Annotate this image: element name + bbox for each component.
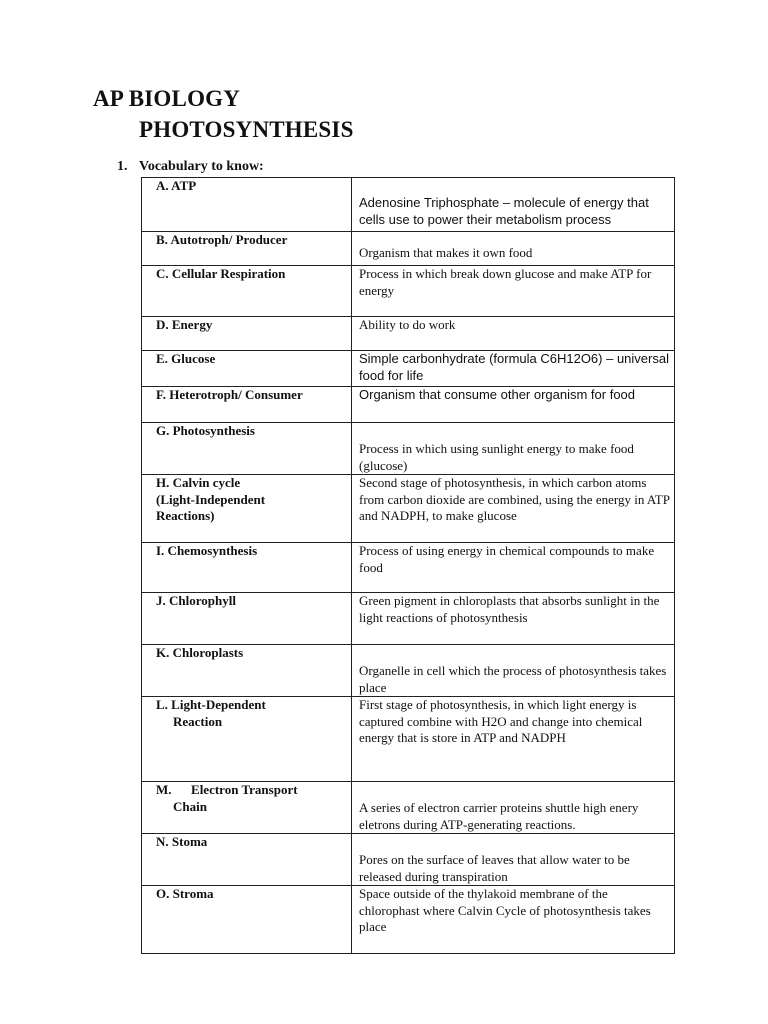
term-cell bbox=[142, 782, 352, 834]
term-line: H. Calvin cycle bbox=[156, 475, 241, 490]
table-row-stroma bbox=[142, 886, 675, 954]
definition-cell: Organism that consume other organism for food bbox=[352, 387, 675, 423]
term-cell: B. Autotroph/ Producer bbox=[142, 232, 352, 266]
definition-cell: Process of using energy in chemical compounds to make food bbox=[352, 543, 675, 593]
vocabulary-table bbox=[141, 177, 675, 954]
term-cell: E. Glucose bbox=[142, 351, 352, 387]
definition-cell: Second stage of photosynthesis, in which carbon atoms from carbon dioxide are combined, using the energy in ATP and NADPH, to make glucose bbox=[352, 475, 675, 543]
term-line: (Light-Independent bbox=[156, 491, 266, 507]
term-cell: I. Chemosynthesis bbox=[142, 543, 352, 593]
definition-cell: Green pigment in chloroplasts that absorbs sunlight in the light reactions of photosynthesis bbox=[352, 593, 675, 645]
definition-cell: Organism that makes it own food bbox=[352, 232, 675, 266]
table-row-photosynthesis bbox=[142, 423, 675, 475]
table-row-chlorophyll bbox=[142, 593, 675, 645]
definition-cell: Space outside of the thylakoid membrane of the chlorophast where Calvin Cycle of photosynthesis takes place bbox=[352, 886, 675, 954]
term-cell: K. Chloroplasts bbox=[142, 645, 352, 697]
table-row-cellular-respiration bbox=[142, 266, 675, 317]
term-cell bbox=[142, 475, 352, 543]
term-line: Reaction bbox=[173, 713, 223, 729]
definition-cell: Adenosine Triphosphate – molecule of energy that cells use to power their metabolism process bbox=[352, 178, 675, 232]
term-cell: F. Heterotroph/ Consumer bbox=[142, 387, 352, 423]
table-row-chemosynthesis bbox=[142, 543, 675, 593]
term-cell: O. Stroma bbox=[142, 886, 352, 954]
term-line: Chain bbox=[173, 798, 207, 814]
section-number: 1. bbox=[117, 159, 128, 174]
table-row-electron-transport-chain bbox=[142, 782, 675, 834]
definition-cell: Ability to do work bbox=[352, 317, 675, 351]
section-heading bbox=[117, 159, 264, 175]
term-cell: D. Energy bbox=[142, 317, 352, 351]
definition-cell: Process in which break down glucose and make ATP for energy bbox=[352, 266, 675, 317]
term-cell: C. Cellular Respiration bbox=[142, 266, 352, 317]
term-cell bbox=[142, 697, 352, 782]
section-label: Vocabulary to know: bbox=[139, 159, 264, 174]
table-row-light-dependent bbox=[142, 697, 675, 782]
term-cell: N. Stoma bbox=[142, 834, 352, 886]
term-cell: A. ATP bbox=[142, 178, 352, 232]
table-row-glucose bbox=[142, 351, 675, 387]
term-line: M. Electron Transport bbox=[156, 782, 298, 797]
definition-cell: Pores on the surface of leaves that allow water to be released during transpiration bbox=[352, 834, 675, 886]
term-line: L. Light-Dependent bbox=[156, 697, 266, 712]
page-title-line-2: PHOTOSYNTHESIS bbox=[139, 117, 354, 142]
definition-cell: Process in which using sunlight energy to make food (glucose) bbox=[352, 423, 675, 475]
term-cell: G. Photosynthesis bbox=[142, 423, 352, 475]
table-row-autotroph bbox=[142, 232, 675, 266]
definition-cell: Simple carbonhydrate (formula C6H12O6) – universal food for life bbox=[352, 351, 675, 387]
table-row-energy bbox=[142, 317, 675, 351]
term-line: Reactions) bbox=[156, 508, 215, 523]
table-row-stoma bbox=[142, 834, 675, 886]
table-row-heterotroph bbox=[142, 387, 675, 423]
page-title-line-1: AP BIOLOGY bbox=[93, 86, 241, 111]
definition-cell: First stage of photosynthesis, in which light energy is captured combine with H2O and change into chemical energy that is store in ATP and NADPH bbox=[352, 697, 675, 782]
definition-cell: Organelle in cell which the process of photosynthesis takes place bbox=[352, 645, 675, 697]
table-row-atp bbox=[142, 178, 675, 232]
definition-cell: A series of electron carrier proteins shuttle high enery eletrons during ATP-generating reactions. bbox=[352, 782, 675, 834]
term-cell: J. Chlorophyll bbox=[142, 593, 352, 645]
table-row-chloroplasts bbox=[142, 645, 675, 697]
table-row-calvin-cycle bbox=[142, 475, 675, 543]
